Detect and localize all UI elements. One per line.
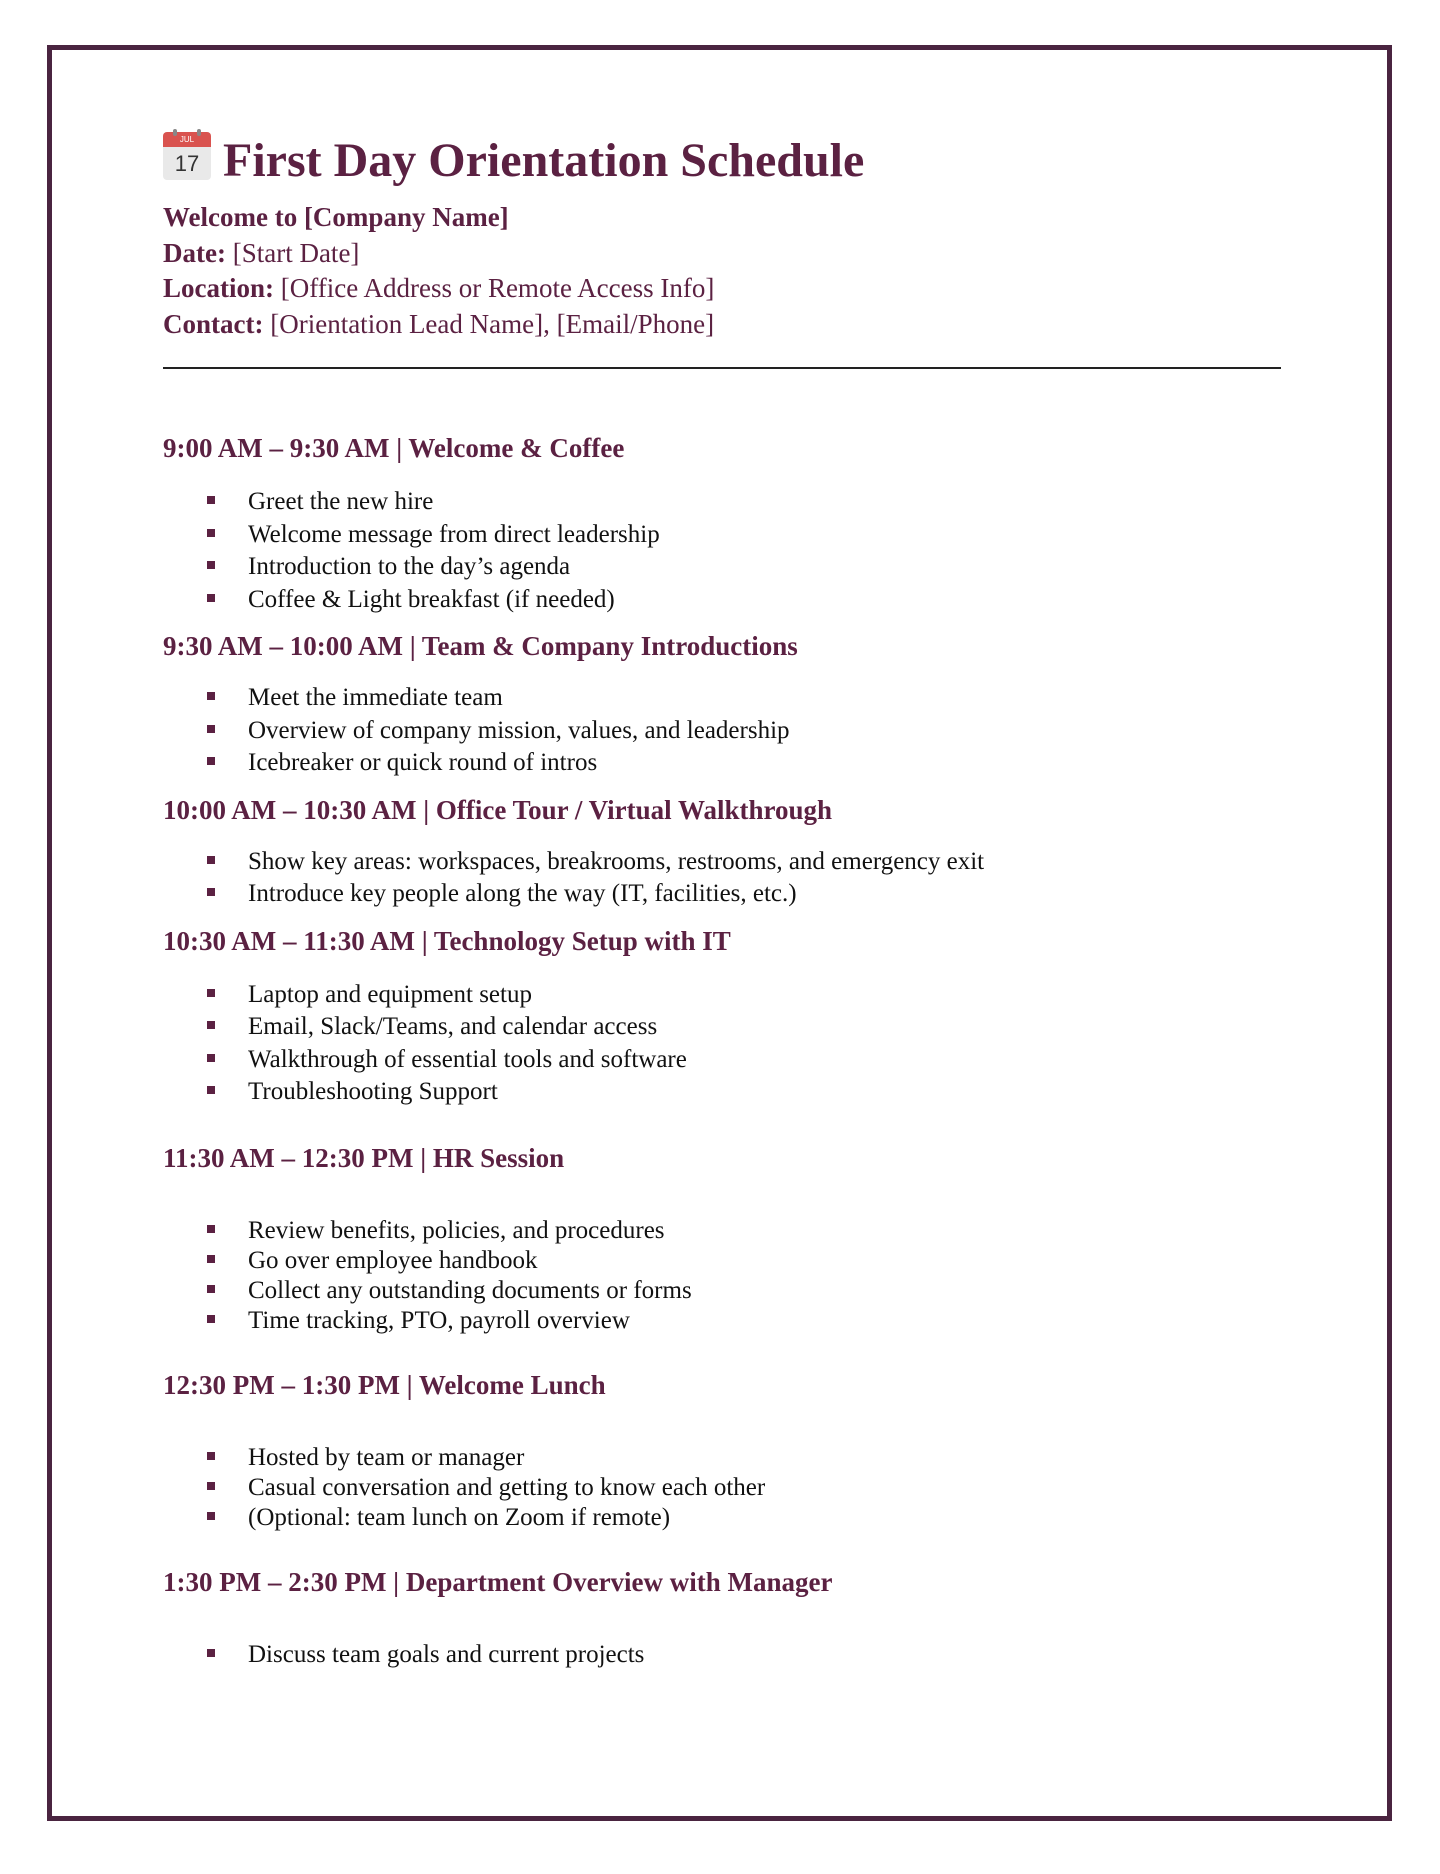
- list-item: Casual conversation and getting to know each other: [163, 1473, 1283, 1503]
- calendar-day: 17: [163, 147, 211, 180]
- bullet-list: [163, 1216, 1283, 1336]
- list-item: Meet the immediate team: [163, 682, 1283, 715]
- date-label: Date:: [163, 237, 226, 268]
- list-item: Discuss team goals and current projects: [163, 1640, 1283, 1670]
- list-item: Show key areas: workspaces, breakrooms, restrooms, and emergency exit: [163, 846, 1283, 879]
- schedule-section: [163, 795, 1283, 911]
- list-item: Introduce key people along the way (IT, facilities, etc.): [163, 878, 1283, 911]
- location-value: [Office Address or Remote Access Info]: [280, 273, 715, 303]
- bullet-list: [163, 846, 1283, 911]
- document-content: [163, 120, 1283, 1670]
- list-item: Email, Slack/Teams, and calendar access: [163, 1011, 1283, 1044]
- location-label: Location:: [163, 273, 274, 303]
- list-item: Collect any outstanding documents or forms: [163, 1276, 1283, 1306]
- bullet-list: [163, 486, 1283, 616]
- section-heading: 1:30 PM – 2:30 PM | Department Overview with Manager: [163, 1566, 833, 1597]
- calendar-month: JUL: [163, 132, 211, 147]
- welcome-text: Welcome to [Company Name]: [163, 202, 509, 232]
- section-heading: 9:30 AM – 10:00 AM | Team & Company Introductions: [163, 631, 798, 661]
- contact-label: Contact:: [163, 308, 264, 339]
- list-item: Review benefits, policies, and procedures: [163, 1216, 1283, 1246]
- schedule-section: [163, 1143, 1283, 1336]
- list-item: Hosted by team or manager: [163, 1443, 1283, 1473]
- list-item: Troubleshooting Support: [163, 1076, 1283, 1109]
- page-title: First Day Orientation Schedule: [223, 133, 865, 187]
- contact-line: [163, 307, 1283, 343]
- list-item: Laptop and equipment setup: [163, 979, 1283, 1012]
- calendar-ring: [197, 129, 201, 136]
- section-heading: 12:30 PM – 1:30 PM | Welcome Lunch: [163, 1369, 606, 1400]
- bullet-list: [163, 979, 1283, 1109]
- schedule-section: [163, 631, 1283, 780]
- calendar-ring: [173, 129, 177, 136]
- schedule-section: [163, 1567, 1283, 1670]
- list-item: Walkthrough of essential tools and software: [163, 1044, 1283, 1077]
- bullet-list: [163, 1640, 1283, 1670]
- list-item: Overview of company mission, values, and leadership: [163, 715, 1283, 748]
- list-item: Greet the new hire: [163, 486, 1283, 519]
- section-heading: 10:30 AM – 11:30 AM | Technology Setup with IT: [163, 925, 731, 956]
- divider: [163, 367, 1281, 369]
- bullet-list: [163, 1443, 1283, 1533]
- date-value: [Start Date]: [232, 237, 360, 268]
- bullet-list: [163, 682, 1283, 780]
- schedule-section: [163, 926, 1283, 1109]
- list-item: (Optional: team lunch on Zoom if remote): [163, 1503, 1283, 1533]
- header-info: [163, 200, 1283, 342]
- list-item: Introduction to the day’s agenda: [163, 551, 1283, 584]
- schedule-section: [163, 1370, 1283, 1533]
- schedule-section: [163, 433, 1283, 616]
- contact-value: [Orientation Lead Name], [Email/Phone]: [270, 308, 715, 339]
- welcome-line: [163, 200, 1283, 236]
- list-item: Go over employee handbook: [163, 1246, 1283, 1276]
- section-heading: 9:00 AM – 9:30 AM | Welcome & Coffee: [163, 433, 625, 463]
- title-row: [163, 120, 1283, 200]
- section-heading: 11:30 AM – 12:30 PM | HR Session: [163, 1142, 565, 1173]
- list-item: Time tracking, PTO, payroll overview: [163, 1306, 1283, 1336]
- calendar-icon: [163, 132, 211, 180]
- list-item: Welcome message from direct leadership: [163, 519, 1283, 552]
- section-heading: 10:00 AM – 10:30 AM | Office Tour / Virtual Walkthrough: [163, 794, 833, 825]
- list-item: Coffee & Light breakfast (if needed): [163, 584, 1283, 617]
- date-line: [163, 236, 1283, 272]
- list-item: Icebreaker or quick round of intros: [163, 747, 1283, 780]
- schedule: [163, 433, 1283, 1670]
- location-line: [163, 271, 1283, 307]
